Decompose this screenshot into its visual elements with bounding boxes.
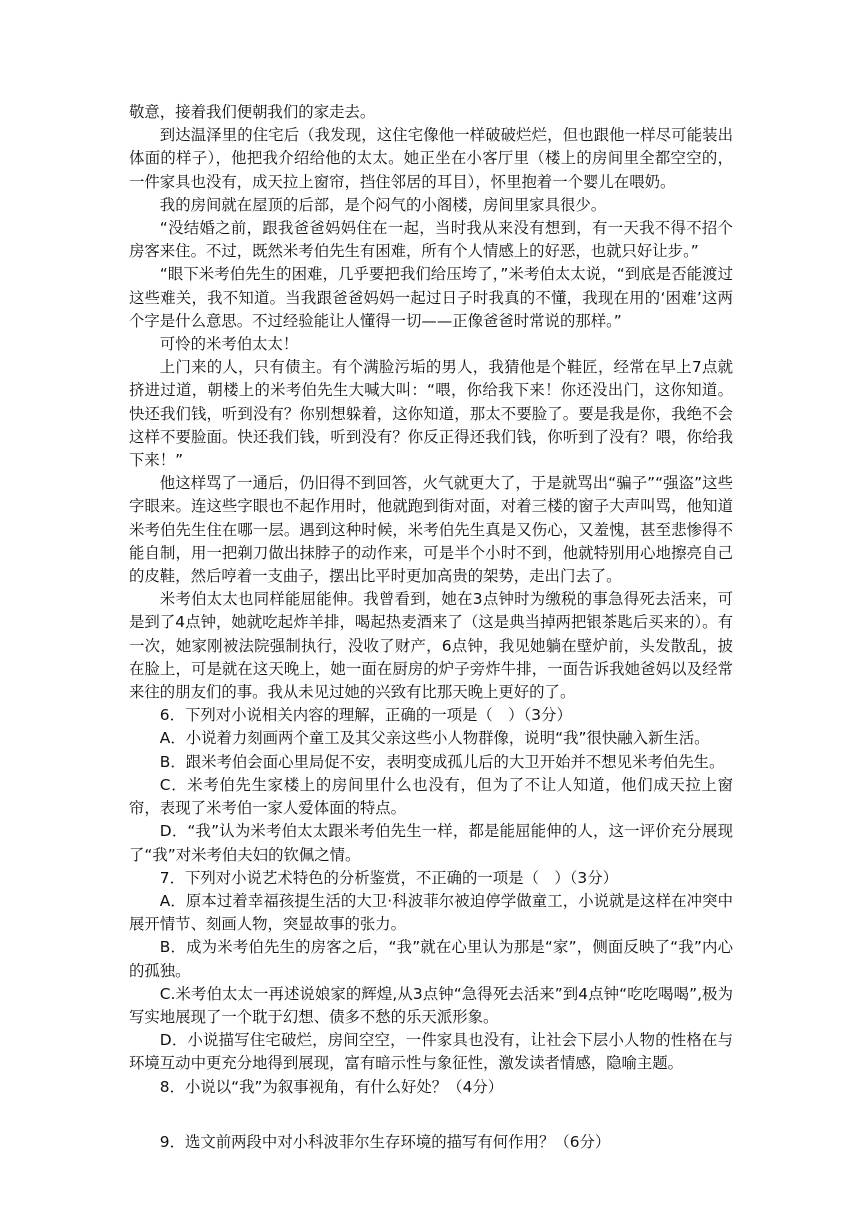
paragraph: 他这样骂了一通后，仍旧得不到回答，火气就更大了，于是就骂出“骗子”“强盗”这些字眼来。连这些字眼也不起作用时，他就跑到街对面，对着三楼的窗子大声叫骂，他知道米考伯先生住在哪一层。遇到这种时候，米考伯先生真是又伤心，又羞愧，甚至悲惨得不能自制，用一把剃刀做出抹脖子的动作来，可是半个小时不到，他就特别用心地擦亮自己的皮鞋，然后哼着一支曲子，摆出比平时更加高贵的架势，走出门去了。 bbox=[129, 474, 733, 586]
question-6-stem: 6．下列对小说相关内容的理解，正确的一项是（ ）（3分） bbox=[159, 706, 572, 725]
paragraph: 可怜的米考伯太太！ bbox=[159, 335, 299, 354]
question-7-option-c: C.米考伯太太一再述说娘家的辉煌,从3点钟“急得死去活来”到4点钟“吃吃喝喝”,极为写实地展现了一个耽于幻想、债多不愁的乐天派形象。 bbox=[129, 984, 733, 1026]
paragraph: 上门来的人，只有债主。有个满脸污垢的男人，我猜他是个鞋匠，经常在早上7点就挤进过道，朝楼上的米考伯先生大喊大叫：“喂，你给我下来！你还没出门，这你知道。快还我们钱，听到没有？你别想躲着，这你知道，那太不要脸了。要是我是你，我绝不会这样不要脸面。快还我们钱，听到没有？你反正得还我们钱，你听到了没有？喂，你给我下来！” bbox=[129, 358, 733, 470]
paragraph: 米考伯太太也同样能屈能伸。我曾看到，她在3点钟时为缴税的事急得死去活来，可是到了4点钟，她就吃起炸羊排，喝起热麦酒来了（这是典当掉两把银茶匙后买来的）。有一次，她家刚被法院强制执行，没收了财产，6点钟，我见她躺在壁炉前，头发散乱，披在脸上，可是就在这天晚上，她一面在厨房的炉子旁炸牛排，一面告诉我她爸妈以及经常来往的朋友们的事。我从未见过她的兴致有比那天晚上更好的了。 bbox=[129, 590, 733, 702]
paragraph: 我的房间就在屋顶的后部，是个闷气的小阁楼，房间里家具很少。 bbox=[159, 195, 607, 214]
question-6-option-b: B．跟米考伯会面心里局促不安，表明变成孤儿后的大卫开始并不想见米考伯先生。 bbox=[159, 752, 725, 771]
question-7-option-b: B．成为米考伯先生的房客之后，“我”就在心里认为那是“家”，侧面反映了“我”内心的孤独。 bbox=[129, 938, 733, 980]
paragraph: “眼下米考伯先生的困难，几乎要把我们给压垮了，”米考伯太太说，“到底是否能渡过这些难关，我不知道。当我跟爸爸妈妈一起过日子时我真的不懂，我现在用的‘困难’这两个字是什么意思。不过经验能让人懂得一切——正像爸爸时常说的那样。” bbox=[129, 265, 733, 330]
question-6-option-c: C．米考伯先生家楼上的房间里什么也没有，但为了不让人知道，他们成天拉上窗帘，表现了米考伯一家人爱体面的特点。 bbox=[129, 775, 733, 818]
question-8-stem: 8．小说以“我”为叙事视角，有什么好处？（4分） bbox=[159, 1077, 504, 1096]
question-7-option-d: D．小说描写住宅破烂，房间空空，一件家具也没有，让社会下层小人物的性格在与环境互动中更充分地得到展现，富有暗示性与象征性，激发读者情感，隐喻主题。 bbox=[129, 1031, 733, 1073]
question-7-stem: 7．下列对小说艺术特色的分析鉴赏，不正确的一项是（ ）（3分） bbox=[159, 868, 619, 887]
question-7-option-a: A．原本过着幸福孩提生活的大卫·科波菲尔被迫停学做童工，小说就是这样在冲突中展开情节、刻画人物，突显故事的张力。 bbox=[129, 891, 733, 934]
question-6-option-d: D．“我”认为米考伯太太跟米考伯先生一样，都是能屈能伸的人，这一评价充分展现了“我”对米考伯夫妇的钦佩之情。 bbox=[129, 822, 733, 864]
text-body bbox=[129, 101, 733, 1154]
question-6-option-a: A．小说着力刻画两个童工及其父亲这些小人物群像，说明“我”很快融入新生活。 bbox=[159, 729, 710, 748]
answer-space bbox=[129, 1099, 733, 1131]
paragraph: 敬意，接着我们便朝我们的家走去。 bbox=[129, 103, 376, 121]
paragraph: “没结婚之前，跟我爸爸妈妈住在一起，当时我从来没有想到，有一天我不得不招个房客来住。不过，既然米考伯先生有困难，所有个人情感上的好恶，也就只好让步。” bbox=[129, 219, 733, 261]
question-9-stem: 9．选文前两段中对小科波菲尔生存环境的描写有何作用？（6分） bbox=[159, 1132, 611, 1151]
paragraph: 到达温泽里的住宅后（我发现，这住宅像他一样破破烂烂，但也跟他一样尽可能装出体面的样子），他把我介绍给他的太太。她正坐在小客厅里（楼上的房间里全都空空的，一件家具也没有，成天拉上窗帘，挡住邻居的耳目），怀里抱着一个婴儿在喂奶。 bbox=[129, 126, 733, 191]
